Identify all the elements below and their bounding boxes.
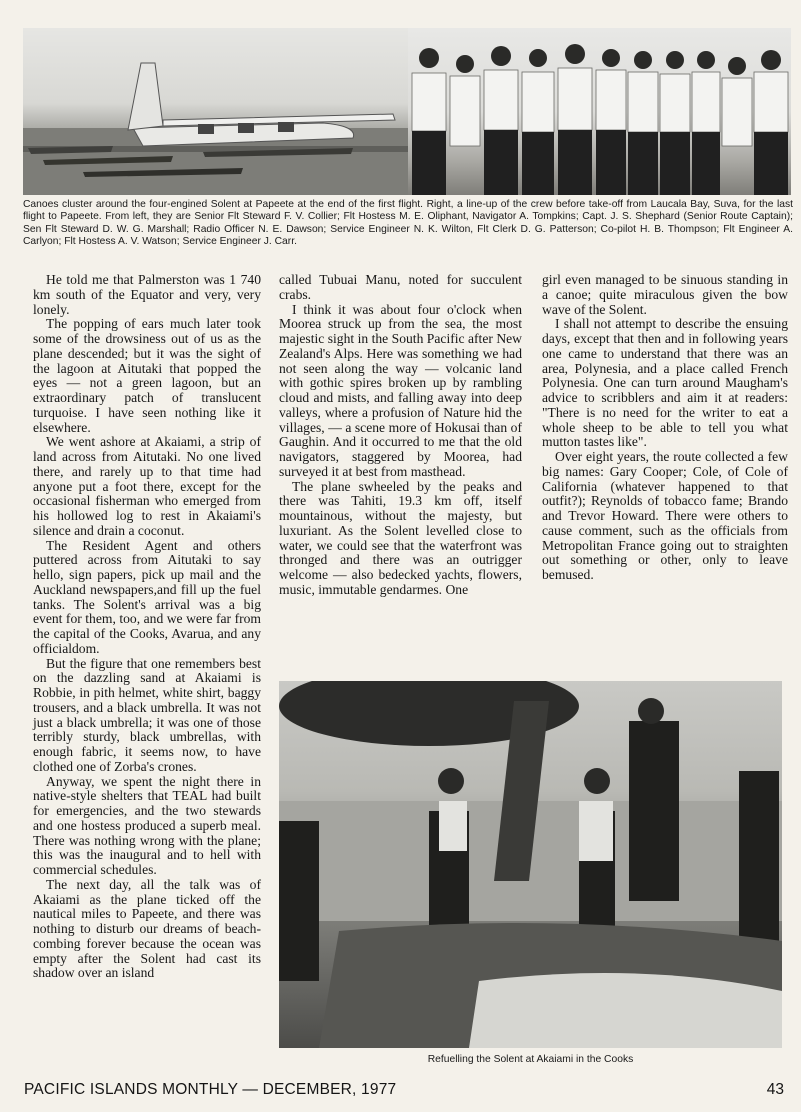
paragraph: called Tubuai Manu, noted for succulent crabs.: [279, 272, 522, 302]
flying-boat-illustration: [23, 28, 408, 195]
refuelling-photo: [279, 681, 782, 1048]
bottom-photo-caption: Refuelling the Solent at Akaiami in the Cooks: [427, 1054, 634, 1065]
paragraph: He told me that Palmerston was 1 740 km south of the Equator and very, very lonely.: [33, 272, 261, 317]
crew-lineup-illustration: [408, 28, 791, 195]
page-number: 43: [766, 1081, 784, 1098]
publication-footer: PACIFIC ISLANDS MONTHLY — DECEMBER, 1977: [24, 1081, 397, 1098]
flying-boat-photo: [23, 28, 408, 195]
top-photo-caption: Canoes cluster around the four-engined Solent at Papeete at the end of the first flight. Right, a line-up of the crew before take-off from Laucala Bay, Suva, for the last flight to Papeete. From left, they are Senior Flt Steward F. V. Collier; Flt Hostess M. E. Oliphant, Navigator A. Tompkins; Capt. J. S. Shephard (Senior Route Captain); Sen Flt Steward D. W. G. Marshall; Radio Officer N. E. Dawson; Service Engineer N. K. Wilton, Flt Clerk D. G. Patterson; Co-pilot H. B. Thompson; Flt Engineer A. Carlyon; Flt Hostess A. V. Watson; Service Engineer J. Carr.: [23, 199, 793, 247]
paragraph: I shall not attempt to describe the ensuing days, except that then and in following years one came to understand that there was an area, Polynesia, and a place called French Polynesia. One can turn around Maugham's advice to scribblers and aim it at readers: "There is no need for the writer to eat a whole sheep to be able to tell you what mutton tastes like".: [542, 316, 788, 450]
top-photo: [23, 28, 791, 195]
paragraph: girl even managed to be sinuous standing in a canoe; quite miraculous given the bow wave of the Solent.: [542, 272, 788, 317]
article-column-1: [33, 273, 261, 981]
article-column-2: [279, 273, 522, 598]
paragraph: But the figure that one remembers best on the dazzling sand at Akaiami is Robbie, in pith helmet, white shirt, baggy trousers, and a black umbrella. It was not just a black umbrella; it was one of those terribly sturdy, black umbrellas, with enough fabric, it seems now, to have clothed one of Zorba's crones.: [33, 655, 261, 774]
paragraph: The plane swheeled by the peaks and there was Tahiti, 19.3 km off, itself mountainous, without the majesty, but luxuriant. As the Solent levelled close to water, we could see that the waterfront was thronged and there was an outrigger welcome — also bedecked yachts, flowers, music, immutable gendarmes. One: [279, 478, 522, 597]
refuelling-illustration: [279, 681, 782, 1048]
paragraph: I think it was about four o'clock when Moorea struck up from the sea, the most majestic sight in the South Pacific after New Zealand's Alps. Here was something we had not seen along the way — volcanic land with gothic spires broken up by rambling cloud and mists, and falling away into deep valleys, where a profusion of Nature hid the villages, — a scene more of Hokusai than of Gaughin. And it occurred to me that the old navigators, staggered by Moorea, had surveyed it at best from masthead.: [279, 301, 522, 479]
paragraph: The popping of ears much later took some of the drowsiness out of us as the plane descended; but it was the sight of the lagoon at Aitutaki that popped the eyes — not a green lagoon, but an extraordinary patch of translucent turquoise. I have seen nothing like it elsewhere.: [33, 316, 261, 435]
paragraph: We went ashore at Akaiami, a strip of land across from Aitutaki. No one lived there, and rarely up to that time had anyone put a foot there, except for the occasional fisherman who emerged from his hollowed log to rest in Akaiami's silence and drain a coconut.: [33, 434, 261, 538]
crew-lineup-photo: [408, 28, 791, 195]
paragraph: The next day, all the talk was of Akaiami as the plane ticked off the nautical miles to Papeete, and there was nothing to disturb our dreams of beach-combing forever because the ocean was empty after the Solent had cast its shadow over an island: [33, 876, 261, 981]
article-column-3: [542, 273, 788, 583]
paragraph: Over eight years, the route collected a few big names: Gary Cooper; Cole, of Cole of California (whatever happened to that outfit?); Reynolds of tobacco fame; Brando and Trevor Howard. There were others to cause comment, such as the officials from Metropolitan France going out to straighten out something or other, only to leave bemused.: [542, 449, 788, 582]
paragraph: The Resident Agent and others puttered across from Aitutaki to say hello, sign papers, pick up mail and the Auckland newspapers,and fill up the fuel tanks. The Solent's arrival was a big event for them, too, and we were far from the capital of the Cooks, Avarua, and any officialdom.: [33, 537, 261, 656]
paragraph: Anyway, we spent the night there in native-style shelters that TEAL had built for emergencies, and the two stewards and one hostess produced a superb meal. There was nothing wrong with the plane; this was the inaugural and to hell with commercial schedules.: [33, 773, 261, 877]
